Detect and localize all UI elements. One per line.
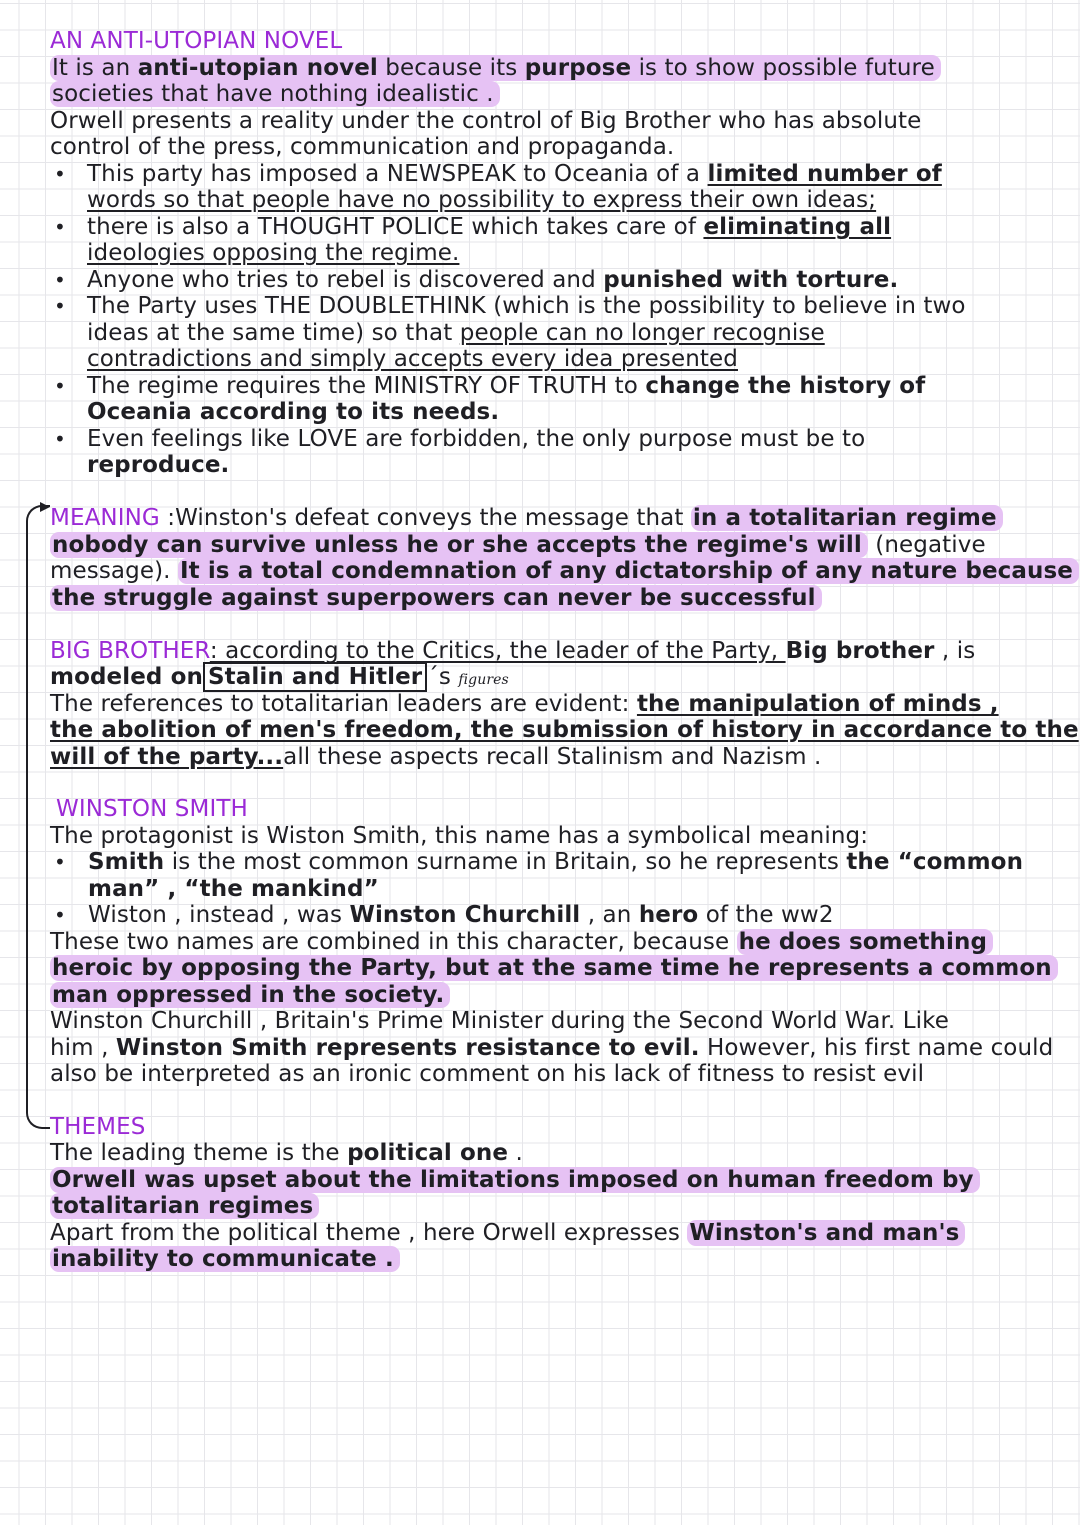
text-line: the abolition of men's freedom, the submission of history in accordance to the	[50, 717, 1079, 743]
margin-bracket	[26, 505, 50, 1129]
text-line: The leading theme is the political one .	[50, 1140, 523, 1166]
text-line: The protagonist is Wiston Smith, this name has a symbolical meaning:	[50, 823, 869, 849]
bullet-item: Smith is the most common surname in Britain, so he represents the “common	[88, 849, 1024, 875]
text-line: also be interpreted as an ironic comment on his lack of fitness to resist evil	[50, 1061, 925, 1087]
bullet-item: This party has imposed a NEWSPEAK to Oceania of a limited number of	[87, 161, 942, 187]
bullet-icon: •	[54, 427, 66, 451]
text-line: nobody can survive unless he or she accepts the regime's will (negative	[52, 532, 986, 558]
bullet-item-cont: man” , “the mankind”	[88, 876, 379, 902]
text-line: societies that have nothing idealistic .	[50, 81, 500, 108]
heading-big-brother: BIG BROTHER	[50, 638, 210, 664]
bullet-item: The Party uses THE DOUBLETHINK (which is the possibility to believe in two	[87, 293, 966, 319]
bullet-item-cont: Oceania according to its needs.	[87, 399, 500, 425]
heading-winston-smith: WINSTON SMITH	[56, 796, 248, 822]
bullet-item: there is also a THOUGHT POLICE which takes care of eliminating all	[87, 214, 892, 240]
text-line: MEANING :Winston's defeat conveys the message that in a totalitarian regime	[50, 505, 1003, 532]
text-line: Apart from the political theme , here Orwell expresses Winston's and man's	[50, 1220, 965, 1247]
bullet-icon: •	[54, 162, 66, 186]
bullet-item-cont: reproduce.	[87, 452, 230, 478]
bullet-icon: •	[54, 374, 66, 398]
bullet-icon: •	[54, 268, 66, 292]
bullet-item: Wiston , instead , was Winston Churchill , an hero of the ww2	[88, 902, 834, 928]
text-line: BIG BROTHER: according to the Critics, the leader of the Party, Big brother , is	[50, 638, 976, 664]
bullet-item: The regime requires the MINISTRY OF TRUTH to change the history of	[87, 373, 926, 399]
text-line: inability to communicate .	[50, 1246, 400, 1273]
text-line: Orwell was upset about the limitations imposed on human freedom by	[50, 1167, 980, 1194]
bullet-icon: •	[54, 903, 66, 927]
text-line: will of the party...all these aspects recall Stalinism and Nazism .	[50, 744, 822, 770]
text-line: message). It is a total condemnation of any dictatorship of any nature because	[50, 558, 1079, 585]
text-line: man oppressed in the society.	[50, 982, 450, 1009]
bullet-icon: •	[54, 850, 66, 874]
text-line: control of the press, communication and propaganda.	[50, 134, 675, 160]
bullet-icon: •	[54, 215, 66, 239]
text-line: modeled on Stalin and Hitler ´s figures	[50, 664, 509, 690]
text-line: heroic by opposing the Party, but at the same time he represents a common	[50, 955, 1058, 982]
text-line: Winston Churchill , Britain's Prime Minister during the Second World War. Like	[50, 1008, 950, 1034]
text-line: totalitarian regimes	[50, 1193, 319, 1220]
text-line: These two names are combined in this character, because he does something	[50, 929, 993, 956]
text-line: It is an anti-utopian novel because its purpose is to show possible future	[50, 55, 941, 82]
bullet-item-cont: ideologies opposing the regime.	[87, 240, 460, 266]
text-line: the struggle against superpowers can never be successful	[50, 585, 822, 612]
text-line: Orwell presents a reality under the control of Big Brother who has absolute	[50, 108, 922, 134]
bullet-item-cont: contradictions and simply accepts every idea presented	[87, 346, 738, 372]
bullet-item: Anyone who tries to rebel is discovered and punished with torture.	[87, 267, 899, 293]
bullet-icon: •	[54, 294, 66, 318]
bracket-arrow-icon	[40, 502, 50, 512]
heading-themes: THEMES	[50, 1114, 146, 1140]
bullet-item: Even feelings like LOVE are forbidden, the only purpose must be to	[87, 426, 866, 452]
text-line: The references to totalitarian leaders are evident: the manipulation of minds ,	[50, 691, 999, 717]
bullet-item-cont: words so that people have no possibility to express their own ideas;	[87, 187, 877, 213]
heading-anti-utopian-novel: AN ANTI-UTOPIAN NOVEL	[50, 28, 343, 54]
text-line: him , Winston Smith represents resistance to evil. However, his first name could	[50, 1035, 1054, 1061]
heading-meaning: MEANING	[50, 505, 160, 531]
bullet-item-cont: ideas at the same time) so that people can no longer recognise	[87, 320, 825, 346]
